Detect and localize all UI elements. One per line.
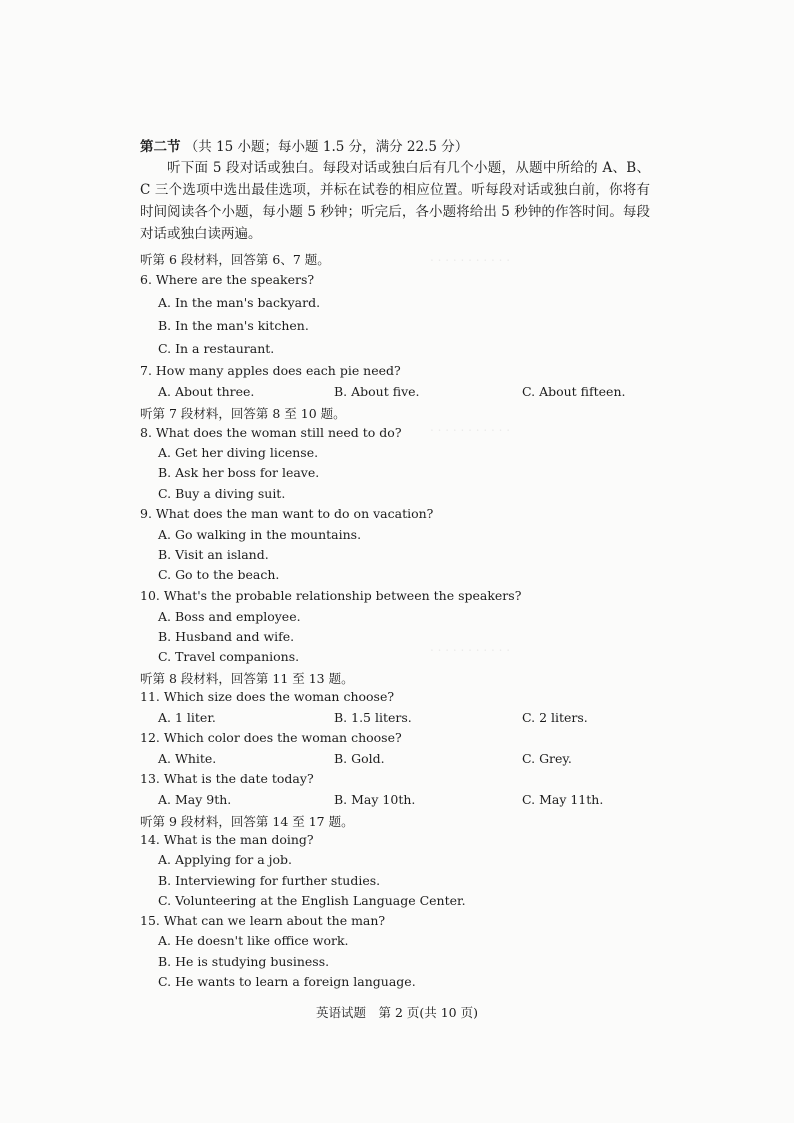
- question-text: 10. What's the probable relationship between the speakers?: [140, 588, 522, 603]
- option-b: B. About five.: [334, 384, 420, 399]
- option-b: B. In the man's kitchen.: [158, 318, 309, 333]
- option-c: C. Travel companions.: [158, 649, 300, 664]
- section-title: 第二节: [140, 139, 181, 155]
- option-b: B. He is studying business.: [158, 954, 330, 969]
- option-b: B. 1.5 liters.: [334, 710, 412, 725]
- question-text: 8. What does the woman still need to do?: [140, 425, 402, 440]
- page-footer: 英语试题 第 2 页(共 10 页): [315, 1005, 478, 1020]
- option-b: B. Visit an island.: [158, 547, 269, 562]
- section-note: （共 15 小题；每小题 1.5 分，满分 22.5 分）: [184, 139, 469, 155]
- option-c: C. About fifteen.: [522, 384, 626, 399]
- question-text: 14. What is the man doing?: [140, 832, 314, 847]
- option-b: B. Husband and wife.: [158, 629, 295, 644]
- material-heading: 听第 7 段材料，回答第 8 至 10 题。: [140, 406, 346, 421]
- option-a: A. In the man's backyard.: [158, 295, 321, 310]
- option-c: C. In a restaurant.: [158, 341, 275, 356]
- option-b: B. May 10th.: [334, 792, 416, 807]
- option-c: C. 2 liters.: [522, 710, 588, 725]
- question-text: 11. Which size does the woman choose?: [140, 689, 395, 704]
- option-a: A. Go walking in the mountains.: [158, 527, 362, 542]
- question-text: 7. How many apples does each pie need?: [140, 363, 401, 378]
- section-heading: [140, 135, 468, 155]
- show-through-text: . . . . . . . . . . .: [430, 640, 511, 654]
- option-b: B. Interviewing for further studies.: [158, 873, 381, 888]
- option-c: C. Volunteering at the English Language Center.: [158, 893, 466, 908]
- option-a: A. He doesn't like office work.: [158, 933, 349, 948]
- question-text: 9. What does the man want to do on vacation?: [140, 506, 434, 521]
- option-b: B. Gold.: [334, 751, 385, 766]
- option-a: A. Boss and employee.: [158, 609, 301, 624]
- option-c: C. Buy a diving suit.: [158, 486, 286, 501]
- material-heading: 听第 6 段材料，回答第 6、7 题。: [140, 252, 330, 267]
- question-text: 15. What can we learn about the man?: [140, 913, 386, 928]
- option-a: A. 1 liter.: [158, 710, 216, 725]
- option-c: C. Grey.: [522, 751, 572, 766]
- question-text: 6. Where are the speakers?: [140, 272, 315, 287]
- option-c: C. He wants to learn a foreign language.: [158, 974, 416, 989]
- question-text: 12. Which color does the woman choose?: [140, 730, 402, 745]
- material-heading: 听第 9 段材料，回答第 14 至 17 题。: [140, 814, 354, 829]
- option-a: A. White.: [158, 751, 217, 766]
- material-heading: 听第 8 段材料，回答第 11 至 13 题。: [140, 671, 354, 686]
- question-text: 13. What is the date today?: [140, 771, 314, 786]
- option-a: A. May 9th.: [158, 792, 232, 807]
- option-b: B. Ask her boss for leave.: [158, 465, 320, 480]
- show-through-text: . . . . . . . . . . .: [430, 420, 511, 434]
- section-instructions: 听下面 5 段对话或独白。每段对话或独白后有几个小题，从题中所给的 A、B、C 三个选项中选出最佳选项，并标在试卷的相应位置。听每段对话或独白前，你将有时间阅读各个小题，每小题 5 秒钟；听完后，各小题将给出 5 秒钟的作答时间。每段对话或独白读两遍。: [140, 160, 650, 242]
- option-c: C. May 11th.: [522, 792, 604, 807]
- option-a: A. Get her diving license.: [158, 445, 319, 460]
- option-c: C. Go to the beach.: [158, 567, 280, 582]
- show-through-text: . . . . . . . . . . .: [430, 250, 511, 264]
- option-a: A. Applying for a job.: [158, 852, 292, 867]
- option-a: A. About three.: [158, 384, 255, 399]
